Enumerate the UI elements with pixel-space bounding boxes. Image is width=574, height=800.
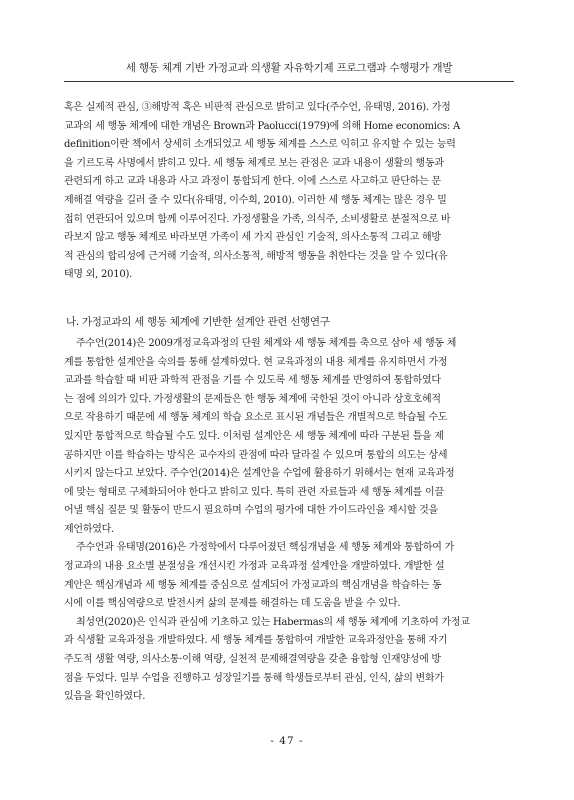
text-line: 시에 이를 핵심역량으로 발전시켜 삶의 문제를 해결하는 데 도움을 받을 수 있다. (64, 598, 401, 610)
text-line: 는 점에 의의가 있다. 가정생활의 문제들은 한 행동 체계에 국한된 것이 아니라 상호호혜적 (64, 393, 441, 405)
text-line: 공하지만 이를 학습하는 방식은 교수자의 관점에 따라 달라질 수 있으며 통합의 의도는 상세 (64, 449, 448, 461)
text-line: 주수언과 유태명(2016)은 가정학에서 다루어졌던 핵심개념을 세 행동 체계와 통합하여 가 (76, 542, 455, 554)
text-line: 제언하였다. (64, 523, 114, 535)
text-line: 있지만 통합적으로 학습될 수도 있다. 이처럼 설계안은 세 행동 체계에 따라 구분된 틀을 제 (64, 430, 444, 442)
text-line: 혹은 실제적 관심, ③해방적 혹은 비판적 관심으로 밝히고 있다(주수언, 유태명, 2016). 가정 (64, 102, 451, 113)
text-line: 에 맞는 형태로 구체화되어야 한다고 밝히고 있다. 특히 관련 자료들과 세 행동 체계를 이끌 (64, 486, 444, 498)
page-number: - 47 - (270, 735, 304, 747)
text-line: 라보지 않고 행동 체계로 바라보면 가족이 세 가지 관심인 기술적, 의사소통적 그리고 해방 (64, 232, 441, 244)
text-line: 있음을 확인하였다. (64, 691, 146, 703)
text-line: 제해결 역량을 길러 줄 수 있다(유태명, 이수희, 2010). 이러한 세 행동 체계는 많은 경우 밀 (64, 194, 447, 206)
section-heading: 나. 가정교과의 세 행동 체계에 기반한 설계안 관련 선행연구 (66, 315, 330, 328)
paragraph-4 (64, 614, 514, 707)
text-line: 주수언(2014)은 2009개정교육과정의 단원 체계와 세 행동 체계를 축으로 삼아 세 행동 체 (76, 337, 457, 349)
text-line: 시키지 않는다고 보았다. 주수언(2014)은 설계안을 수업에 활용하기 위해서는 현재 교육과정 (64, 468, 455, 480)
text-line: 을 기르도록 사명에서 밝히고 있다. 세 행동 체계로 보는 관점은 교과 내용이 생활의 행동과 (64, 157, 444, 169)
text-line: 주도적 생활 역량, 의사소통·이해 역량, 실천적 문제해결역량을 갖춘 융합형 인재양성에 방 (64, 654, 441, 666)
paragraph-3 (64, 539, 514, 613)
text-line: 점을 두었다. 일부 수업을 진행하고 성장일기를 통해 학생들로부터 관심, 인식, 삶의 변화가 (64, 672, 444, 684)
text-line: definition이란 책에서 상세히 소개되었고 세 행동 체계를 스스로 익히고 유지할 수 있는 능력 (64, 139, 456, 151)
paragraph-1 (64, 99, 514, 285)
text-line: 접히 연관되어 있으며 함께 이루어진다. 가정생활을 가족, 의식주, 소비생활로 분절적으로 바 (64, 213, 451, 225)
text-line: 적 관심의 합리성에 근거해 기술적, 의사소통적, 해방적 행동을 취한다는 것을 알 수 있다(유 (64, 250, 448, 262)
header-rule (64, 81, 514, 82)
text-line: 계안은 핵심개념과 세 행동 체계를 중심으로 설계되어 가정교과의 핵심개념을 학습하는 동 (64, 579, 442, 591)
text-line: 과 식생활 교육과정을 개발하였다. 세 행동 체계를 통합하여 개발한 교육과정안을 통해 자기 (64, 635, 448, 647)
text-line: 으로 작용하기 때문에 세 행동 체계의 학습 요소로 표시된 개념들은 개별적으로 학습될 수도 (64, 412, 448, 424)
text-line: 어낼 핵심 질문 및 활동이 반드시 필요하며 수업의 평가에 대한 가이드라인을 제시할 것을 (64, 505, 438, 517)
text-line: 계를 통합한 설계안을 숙의를 통해 설계하였다. 현 교육과정의 내용 체계를 유지하면서 가정 (64, 356, 448, 368)
section-spacer (64, 285, 514, 313)
text-line: 정교과의 내용 요소별 분절성을 개선시킨 가정과 교육과정 설계안을 개발하였다. 개발한 설 (64, 561, 445, 573)
text-line: 태명 외, 2010). (64, 269, 133, 281)
text-line: 최성연(2020)은 인식과 관심에 기초하고 있는 Habermas의 세 행동 체계에 기초하여 가정교 (76, 616, 470, 628)
paragraph-2 (64, 335, 514, 540)
running-header: 세 행동 체계 기반 가정교과 의생활 자유학기제 프로그램과 수행평가 개발 (125, 62, 453, 74)
text-line: 교과의 세 행동 체계에 대한 개념은 Brown과 Paolucci(1979)에 의해 Home economics: A (64, 120, 460, 132)
body-text (64, 99, 514, 707)
text-line: 교과를 학습할 때 비판 과학적 관점을 기를 수 있도록 세 행동 체계를 반영하여 통합하였다 (64, 375, 441, 387)
text-line: 관련되게 하고 교과 내용과 사고 과정이 통합되게 한다. 이에 스스로 사고하고 판단하는 문 (64, 176, 441, 188)
